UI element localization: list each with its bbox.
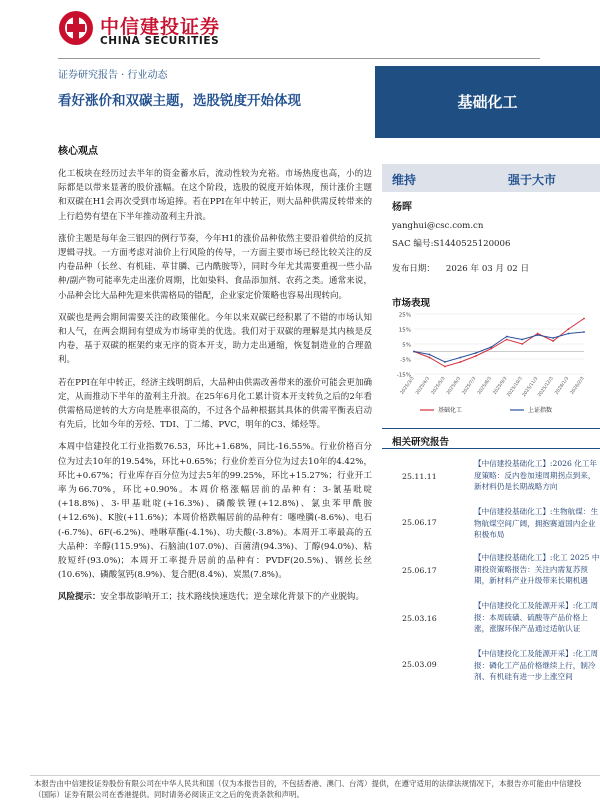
chart-point: [429, 354, 431, 356]
logo-english-name: CHINA SECURITIES: [100, 35, 220, 47]
chart-point: [490, 346, 492, 348]
logo-mark-icon: [58, 10, 94, 46]
chart-legend-label: 上证指数: [528, 407, 553, 414]
chart-x-tick-label: 2025/10/3: [506, 376, 524, 399]
related-report-title[interactable]: 【中信建投基础化工】:化工 2025 中期投资策略报告：关注内需复苏预期，新材料产业升级带来长期机遇: [474, 553, 600, 585]
related-report-date: 25.03.16: [402, 614, 437, 623]
chart-y-tick-label: -5%: [400, 357, 411, 364]
chart-point: [475, 352, 477, 354]
chart-x-tick-label: 2025/7/3: [461, 376, 478, 396]
chart-series-line: [414, 332, 584, 362]
chart-point: [444, 361, 446, 363]
market-performance-heading: 市场表现: [392, 298, 431, 309]
analyst-email-link[interactable]: yanghui@csc.com.cn: [392, 221, 484, 231]
report-title: 看好涨价和双碳主题，选股锐度开始体现: [58, 93, 301, 109]
chart-x-tick-label: 2025/5/3: [430, 376, 447, 396]
sector-banner: 基础化工: [375, 66, 600, 138]
publish-date: 发布日期： 2026 年 03 月 02 日: [392, 264, 530, 274]
chart-y-tick-label: 15%: [398, 327, 411, 334]
paragraph-risk: 风险提示：安全事故影响开工；技术路线快速迭代；逆全球化背景下的产业脱钩。: [58, 592, 365, 603]
chart-point: [506, 336, 508, 338]
chart-point: [429, 357, 431, 359]
chart-point: [568, 328, 570, 330]
paragraph-weekly-index: 本周中信建投化工行业指数76.53，环比+1.68%，同比-16.55%。行业价格百分位为过去10年的19.54%，环比+0.65%；行业价差百分位为过去10年的4.42%，环比+0.67%；行业库存百分位为过去5年的99.25%，环比+15.27%；行业开工率为66.70%，环比+0.90%。本周价格涨幅居前的品种有：3-氰基吡啶(+18.8%)、3-甲基吡啶(+16.3%)、磷酸铁锂(+12.8%)、氯虫苯甲酰胺(+12.6%)、K胺(+11.6%)；本周价格跌幅居前的品种有：噻唑膦(-8.6%)、电石(-6.7%)、6F(-6.2%)、唑啉草酯(-4.1%)、功夫酸(-3.8%)。本周开工率最高的五大品种：辛醇(115.9%)、石脑油(107.0%)、百菌清(94.3%)、丁醇(94.0%)、粘胶短纤(93.0%)；本周开工率提升居前的品种有：PVDF(20.5%)、钢丝长丝(10.6%)、磷酸氢钙(8.9%)、复合肥(8.4%)、炭黑(7.8%)。: [58, 442, 372, 581]
chart-x-tick-label: 2026/1/3: [554, 376, 571, 396]
chart-svg: [392, 308, 592, 418]
footer-divider: [30, 775, 600, 776]
company-logo: [58, 10, 278, 50]
header-divider: [58, 58, 540, 59]
related-divider-bottom: [382, 448, 600, 449]
chart-point: [459, 361, 461, 363]
paragraph-dual-carbon: 双碳也是两会期间需要关注的政策催化。今年以来双碳已经积累了不错的市场认知和人气，在两会期间有望成为市场审美的优选。我们对于双碳的理解是其内核是反内卷，基于双碳的框架约束无序的资本开支，助力走出通缩，恢复制造业的合理盈利。: [58, 312, 372, 366]
paragraph-ppi: 若在PPI在年中转正，经济主线明朗后，大品种由供需改善带来的涨价可能会更加确定，从而推动下半年的盈利主升浪。在25年6月化工累计资本开支转负之后的2年看供需格局逆转的大方向是胜率很高的，不过各个品种根据其具体的供需平衡表启动有先后，比如今年的芳烃、TDI、丁二烯、PVC，明年的C3、烯烃等。: [58, 377, 372, 431]
related-report-date: 25.06.17: [402, 518, 437, 527]
related-report-date: 25.11.11: [402, 472, 437, 481]
chart-point: [413, 351, 415, 353]
related-divider-top: [382, 428, 600, 429]
chart-point: [583, 318, 585, 320]
chart-point: [552, 340, 554, 342]
chart-y-tick-label: -15%: [396, 372, 411, 379]
chart-x-tick-label: 2025/8/3: [477, 376, 493, 396]
analyst-sac-number: SAC 编号:S1440525120006: [392, 239, 511, 249]
chart-point: [459, 357, 461, 359]
chart-point: [552, 337, 554, 339]
chart-y-tick-label: 5%: [402, 342, 411, 349]
main-column: [58, 142, 372, 605]
chart-point: [521, 343, 523, 345]
related-reports-heading: 相关研究报告: [392, 437, 450, 448]
chart-point: [521, 339, 523, 341]
related-report-date: 25.03.09: [402, 660, 437, 669]
related-report-date: 25.06.17: [402, 566, 437, 575]
related-report-title[interactable]: 【中信建投化工及能源开采】:化工周报：磷化工产品价格继续上行，制冷剂、有机硅有进一步上涨空间: [474, 649, 599, 681]
related-report-title[interactable]: 【中信建投基础化工】:生物航煤：生物航煤空间广阔，拥抱赛道国内企业积极布局: [474, 507, 599, 539]
chart-point: [444, 366, 446, 368]
chart-x-tick-label: 2025/11/3: [521, 376, 540, 399]
chart-point: [506, 339, 508, 341]
rating-value: 强于大市: [508, 173, 557, 187]
chart-point: [475, 355, 477, 357]
chart-x-tick-label: 2026/2/3: [569, 376, 586, 396]
disclaimer-text: 本报告由中信建投证券股份有限公司在中华人民共和国（仅为本报告目的，不包括香港、澳门、台湾）提供，在遵守适用的法律法规情况下，本报告亦可能由中信建投（国际）证券有限公司在香港提供。同时请务必阅读正文之后的免责条款和声明。: [34, 779, 582, 799]
paragraph-price-theme: 涨价主题是每年金三银四的例行节奏，今年H1的涨价品种依然主要沿着供给的反抗逻辑寻找。一方面考虑对油价上行风险的传导，一方面主要市场已经比较关注的反内卷品种（长丝、有机硅、草甘膦、己内酰胺等），同时今年尤其需要重视一些小品种/副产物可能率先走出涨价周期，比如染料、食品添加剂、农药之类。通常来说，小品种会比大品种先迎来供需格局的错配，企业家定价策略也容易出现转向。: [58, 233, 372, 301]
chart-x-tick-label: 2025/6/3: [446, 376, 463, 396]
chart-x-tick-label: 2025/4/3: [415, 376, 432, 396]
related-report-title[interactable]: 【中信建投基础化工】:2026 化工年度策略：反内卷加速周期拐点到来，新材料仍是长期战略方向: [474, 459, 598, 491]
chart-y-tick-label: 25%: [398, 312, 411, 319]
chart-x-tick-label: 2025/12/3: [537, 376, 555, 399]
core-view-heading: 核心观点: [58, 146, 98, 157]
logo-chinese-name: 中信建投证券: [100, 16, 221, 38]
chart-point: [537, 334, 539, 336]
report-kicker: 证券研究报告 · 行业动态: [58, 70, 168, 81]
market-performance-chart: [392, 308, 592, 418]
related-report-title[interactable]: 【中信建投化工及能源开采】:化工周报：本周硫磺、硫酸等产品价格上涨，涨脲环保产品通过适航认证: [474, 601, 599, 633]
chart-point: [583, 331, 585, 333]
chart-x-tick-label: 2025/9/3: [492, 376, 509, 396]
rating-label: 维持: [392, 173, 417, 187]
paragraph-summary: 化工板块在经历过去半年的资金蓄水后，流动性较为充裕。市场热度也高，小的边际都是以带来显著的股价涨幅。在这个阶段，选股的锐度开始体现，预计涨价主题和双碳在H1会再次受到市场追捧。若在PPI在年中转正，则大品种供需反转带来的上行趋势有望在下半年推动盈利主升浪。: [58, 169, 372, 222]
analyst-name: 杨晖: [392, 202, 412, 213]
chart-point: [568, 333, 570, 335]
chart-x-tick-label: 2025/3/3: [399, 376, 416, 396]
chart-legend-label: 基础化工: [438, 407, 463, 414]
